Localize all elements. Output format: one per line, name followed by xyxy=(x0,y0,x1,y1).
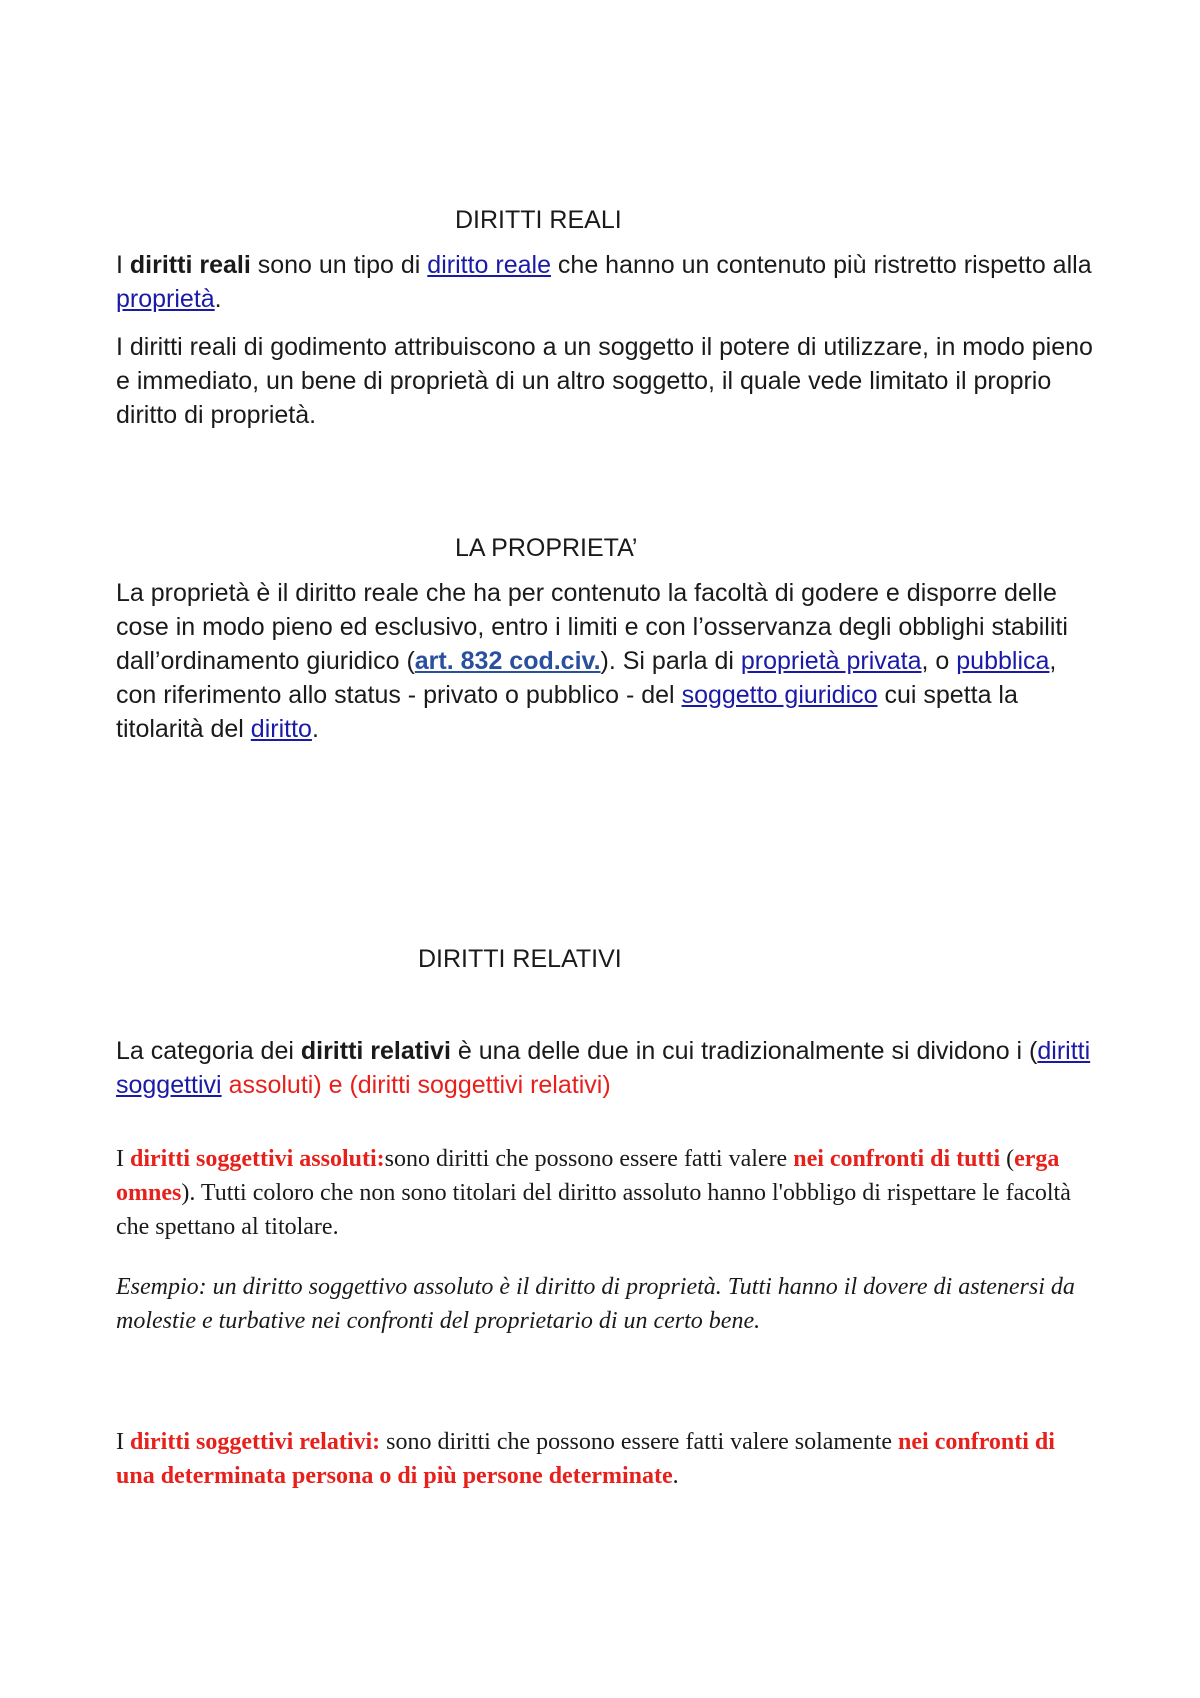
red-bold-colon: : xyxy=(376,1146,385,1172)
text: ). Tutti coloro che non sono titolari del diritto assoluto hanno l'obbligo di rispettare le facoltà che spettano al titolare. xyxy=(116,1180,1071,1240)
link-proprieta[interactable]: proprietà xyxy=(116,285,215,313)
text: sono un tipo di xyxy=(250,251,428,279)
text: I xyxy=(116,1429,130,1455)
text: . xyxy=(672,1463,679,1489)
link-soggetto-giuridico[interactable]: soggetto giuridico xyxy=(681,681,878,709)
text: I xyxy=(116,1146,130,1172)
paragraph-text: Esempio: un diritto soggettivo assoluto è il diritto di proprietà. Tutti hanno il dovere di astenersi da molestie e turbative nei confronti del proprietario di un certo bene. xyxy=(116,1274,1075,1334)
text: ). Si parla di xyxy=(600,647,741,675)
red-text: assoluti) e (diritti soggettivi relativi) xyxy=(221,1071,611,1099)
link-art-832[interactable]: art. 832 cod.civ. xyxy=(414,647,601,675)
text: , con riferimento allo status - privato o pubblico - del xyxy=(116,647,1057,709)
paragraph-esempio xyxy=(116,1270,1096,1338)
paragraph-diritti-relativi-intro xyxy=(116,1034,1096,1102)
text: La categoria dei xyxy=(116,1037,301,1065)
paragraph-diritti-assoluti xyxy=(116,1142,1096,1244)
text: sono diritti che possono essere fatti valere solamente xyxy=(380,1429,899,1455)
link-proprieta-privata[interactable]: proprietà privata xyxy=(740,647,922,675)
text: cui spetta la titolarità del xyxy=(116,681,1018,743)
paragraph-proprieta xyxy=(116,576,1096,746)
text: è una delle due in cui tradizionalmente si dividono i ( xyxy=(450,1037,1038,1065)
text: , o xyxy=(921,647,957,675)
text: I xyxy=(116,251,130,279)
link-diritto-reale[interactable]: diritto reale xyxy=(427,251,551,279)
bold-term: diritti reali xyxy=(129,251,251,279)
red-bold-term: diritti soggettivi relativi: xyxy=(130,1429,381,1455)
heading-diritti-reali: DIRITTI REALI xyxy=(455,206,622,234)
heading-proprieta: LA PROPRIETA’ xyxy=(455,534,638,562)
text: La proprietà è il diritto reale che ha per contenuto la facoltà di godere e disporre delle cose in modo pieno ed esclusivo, entro i limiti e con l’osservanza degli obblighi stabiliti dall’ordinamento giuridico ( xyxy=(116,579,1068,675)
red-bold-term: nei confronti di tutti xyxy=(793,1146,1001,1172)
red-bold-term: nei confronti di una determinata persona o di più persone determinate xyxy=(116,1429,1055,1489)
text: che hanno un contenuto più ristretto rispetto alla xyxy=(550,251,1092,279)
heading-diritti-relativi: DIRITTI RELATIVI xyxy=(418,945,622,973)
paragraph-text: I diritti reali di godimento attribuiscono a un soggetto il potere di utilizzare, in modo pieno e immediato, un bene di proprietà di un altro soggetto, il quale vede limitato il proprio diritto di proprietà. xyxy=(116,333,1093,429)
text: . xyxy=(311,715,319,743)
link-diritti-soggettivi[interactable]: diritti soggettivi xyxy=(116,1037,1091,1099)
red-bold-term: diritti soggettivi assoluti xyxy=(130,1146,377,1172)
text: sono diritti che possono essere fatti valere xyxy=(384,1146,794,1172)
link-pubblica[interactable]: pubblica xyxy=(956,647,1050,675)
paragraph-diritti-reali-godimento xyxy=(116,330,1096,432)
bold-term: diritti relativi xyxy=(300,1037,451,1065)
text: ( xyxy=(1000,1146,1015,1172)
text: . xyxy=(214,285,222,313)
red-bold-term: erga omnes xyxy=(116,1146,1060,1206)
link-diritto[interactable]: diritto xyxy=(250,715,312,743)
paragraph-diritti-relativi-def xyxy=(116,1425,1096,1493)
paragraph-diritti-reali-intro xyxy=(116,248,1096,316)
